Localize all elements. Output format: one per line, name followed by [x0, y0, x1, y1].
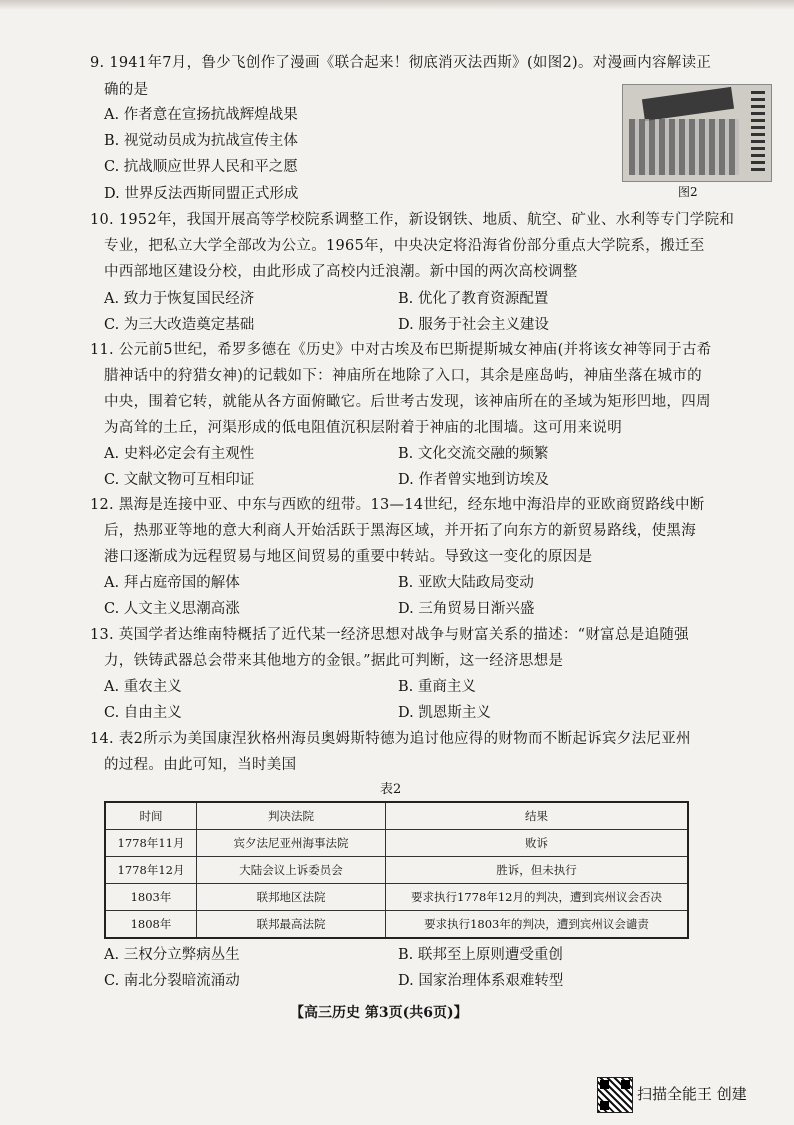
cell-result: 要求执行1778年12月的判决，遭到宾州议会否决	[386, 884, 689, 911]
q12-stem-line2: 后，热那亚等地的意大利商人开始活跃于黑海区域，并开拓了向东方的新贸易路线，使黑海	[104, 523, 696, 539]
table-row	[105, 884, 688, 911]
q14-stem-line1: 14. 表2所示为美国康涅狄格州海员奥姆斯特德为追讨他应得的财物而不断起诉宾夕法尼亚州	[90, 731, 691, 747]
table-2-caption: 表2	[380, 782, 402, 797]
q12-option-a: A. 拜占庭帝国的解体	[104, 575, 240, 591]
q9-option-a: A. 作者意在宣扬抗战辉煌战果	[104, 107, 298, 123]
q9-option-c: C. 抗战顺应世界人民和平之愿	[104, 159, 298, 175]
col-header-court: 判决法院	[197, 802, 386, 830]
q10-option-d: D. 服务于社会主义建设	[398, 317, 549, 333]
cell-court: 大陆会议上诉委员会	[197, 857, 386, 884]
cartoon-banner	[642, 87, 734, 121]
q10-option-b: B. 优化了教育资源配置	[398, 291, 549, 307]
q10-stem-line3: 中西部地区建设分校，由此形成了高校内迁浪潮。新中国的两次高校调整	[104, 264, 578, 280]
table-header-row	[105, 802, 688, 830]
q13-option-a: A. 重农主义	[104, 679, 182, 695]
col-header-time: 时间	[105, 802, 197, 830]
q11-stem-line1: 11. 公元前5世纪，希罗多德在《历史》中对古埃及布巴斯提斯城女神庙(并将该女神等同于古希	[90, 342, 712, 358]
q11-stem-line2: 腊神话中的狩猎女神)的记载如下：神庙所在地除了入口，其余是座岛屿，神庙坐落在城市的	[104, 368, 702, 384]
cell-time: 1803年	[105, 884, 197, 911]
cell-time: 1778年11月	[105, 830, 197, 857]
q13-stem-line2: 力，铁铸武器总会带来其他地方的金银。”据此可判断，这一经济思想是	[104, 653, 564, 669]
q12-stem-line1: 12. 黑海是连接中亚、中东与西欧的纽带。13—14世纪，经东地中海沿岸的亚欧商贸路线中断	[90, 497, 705, 513]
q14-option-c: C. 南北分裂暗流涌动	[104, 973, 240, 989]
q11-stem-line3: 中央，围着它转，就能从各方面俯瞰它。后世考古发现，该神庙所在的圣域为矩形凹地，四周	[104, 394, 711, 410]
q9-option-b: B. 视觉动员成为抗战宣传主体	[104, 133, 298, 149]
table-2	[104, 801, 689, 939]
q9-stem-line1: 9. 1941年7月，鲁少飞创作了漫画《联合起来！彻底消灭法西斯》(如图2)。对漫画内容解读正	[90, 55, 712, 71]
cell-result: 要求执行1803年的判决，遭到宾州议会谴责	[386, 911, 689, 939]
qr-code-icon	[597, 1077, 633, 1113]
q10-option-c: C. 为三大改造奠定基础	[104, 317, 255, 333]
q10-stem-line1: 10. 1952年，我国开展高等学校院系调整工作，新设钢铁、地质、航空、矿业、水利等专门学院和	[90, 212, 735, 228]
cell-court: 联邦最高法院	[197, 911, 386, 939]
q10-stem-line2: 专业，把私立大学全部改为公立。1965年，中央决定将沿海省份部分重点大学院系，搬迁至	[104, 238, 705, 254]
scanner-watermark: 扫描全能王 创建	[637, 1085, 747, 1103]
table-row	[105, 857, 688, 884]
q11-option-a: A. 史料必定会有主观性	[104, 446, 255, 462]
cartoon-side-text	[751, 91, 765, 175]
q14-option-b: B. 联邦至上原则遭受重创	[398, 947, 563, 963]
q13-option-b: B. 重商主义	[398, 679, 476, 695]
q13-stem-line1: 13. 英国学者达维南特概括了近代某一经济思想对战争与财富关系的描述：“财富总是追随强	[90, 627, 689, 643]
q13-option-c: C. 自由主义	[104, 705, 182, 721]
cell-time: 1778年12月	[105, 857, 197, 884]
cell-result: 胜诉，但未执行	[386, 857, 689, 884]
cell-court: 联邦地区法院	[197, 884, 386, 911]
q11-option-b: B. 文化交流交融的频繁	[398, 446, 549, 462]
cell-court: 宾夕法尼亚州海事法院	[197, 830, 386, 857]
q10-option-a: A. 致力于恢复国民经济	[104, 291, 255, 307]
q11-option-d: D. 作者曾实地到访埃及	[398, 472, 549, 488]
q11-stem-line4: 为高耸的土丘，河渠形成的低电阻值沉积层附着于神庙的北围墙。这可用来说明	[104, 420, 622, 436]
scan-edge	[0, 0, 794, 10]
cartoon-figure-2	[622, 84, 772, 182]
table-row	[105, 830, 688, 857]
q13-option-d: D. 凯恩斯主义	[398, 705, 491, 721]
q11-option-c: C. 文献文物可互相印证	[104, 472, 255, 488]
q12-stem-line3: 港口逐渐成为远程贸易与地区间贸易的重要中转站。导致这一变化的原因是	[104, 549, 593, 565]
col-header-result: 结果	[386, 802, 689, 830]
q12-option-d: D. 三角贸易日渐兴盛	[398, 601, 535, 617]
q12-option-b: B. 亚欧大陆政局变动	[398, 575, 534, 591]
q9-option-d: D. 世界反法西斯同盟正式形成	[104, 186, 299, 202]
cell-time: 1808年	[105, 911, 197, 939]
q9-stem-line2: 确的是	[104, 82, 149, 98]
q14-option-d: D. 国家治理体系艰难转型	[398, 973, 564, 989]
table-row	[105, 911, 688, 939]
q14-stem-line2: 的过程。由此可知，当时美国	[104, 757, 297, 773]
q14-option-a: A. 三权分立弊病丛生	[104, 947, 240, 963]
figure-2-caption: 图2	[678, 185, 698, 199]
cartoon-crowd	[629, 119, 739, 175]
page-footer: 【高三历史 第3页(共6页)】	[290, 1005, 468, 1021]
q12-option-c: C. 人文主义思潮高涨	[104, 601, 240, 617]
cell-result: 败诉	[386, 830, 689, 857]
